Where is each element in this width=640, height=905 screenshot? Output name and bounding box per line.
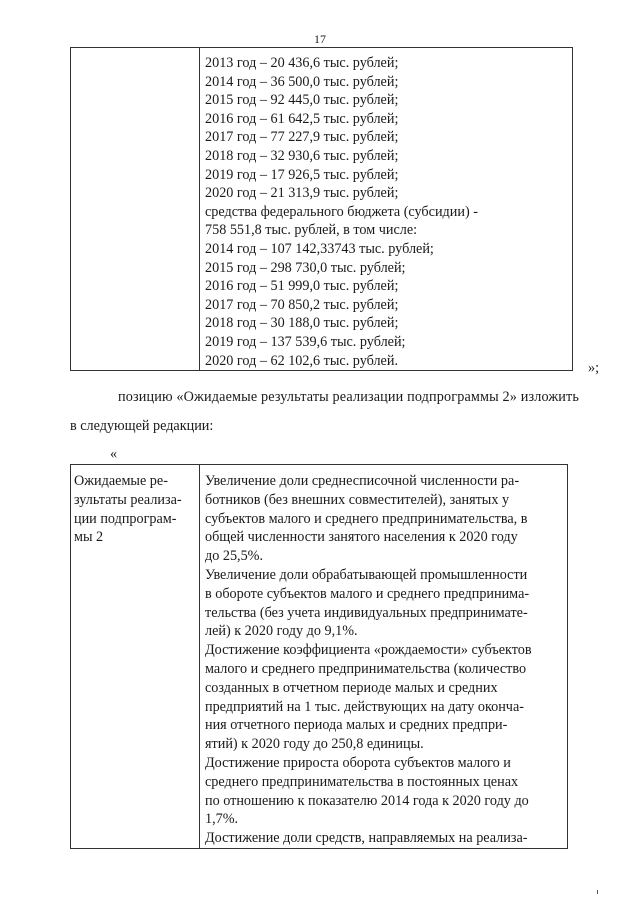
expected-results-table: [70, 464, 568, 849]
result-line: созданных в отчетном периоде малых и средних: [205, 679, 498, 696]
result-line: до 25,5%.: [205, 548, 264, 565]
result-line: среднего предпринимательства в постоянных ценах: [205, 773, 519, 790]
funding-line: 2018 год – 32 930,6 тыс. рублей;: [205, 147, 399, 164]
funding-line: 2020 год – 21 313,9 тыс. рублей;: [205, 185, 399, 202]
result-line: Достижение прироста оборота субъектов малого и: [205, 754, 511, 771]
empty-label-cell: [71, 48, 200, 371]
result-line: лей) к 2020 году до 9,1%.: [205, 623, 358, 640]
funding-line: 2016 год – 51 999,0 тыс. рублей;: [205, 278, 399, 295]
result-line: ятий) к 2020 году до 250,8 единицы.: [205, 736, 424, 753]
label-line: мы 2: [74, 529, 104, 546]
result-line: по отношению к показателю 2014 года к 2020 году до: [205, 792, 529, 809]
result-line: 1,7%.: [205, 811, 239, 828]
closing-quote: »;: [588, 360, 600, 376]
result-line: ния отчетного периода малых и средних предпри-: [205, 717, 508, 734]
table-row: [71, 48, 573, 371]
funding-line: 2015 год – 298 730,0 тыс. рублей;: [205, 259, 406, 276]
funding-line: 758 551,8 тыс. рублей, в том числе:: [205, 222, 418, 239]
paragraph-line-1: позицию «Ожидаемые результаты реализации подпрограммы 2» изложить: [118, 389, 580, 405]
label-line: Ожидаемые ре-: [74, 473, 168, 489]
result-line: тельства (без учета индивидуальных предпринимате-: [205, 604, 528, 621]
funding-line: средства федерального бюджета (субсидии) -: [205, 203, 478, 220]
result-line: предприятий на 1 тыс. действующих на дату оконча-: [205, 698, 524, 715]
scan-mark: [597, 890, 598, 894]
result-line: Увеличение доли обрабатывающей промышленности: [205, 566, 528, 583]
label-cell: [71, 465, 200, 849]
result-line: Увеличение доли среднесписочной численности ра-: [205, 473, 520, 489]
funding-line: 2019 год – 137 539,6 тыс. рублей;: [205, 333, 406, 350]
results-cell: [200, 465, 568, 849]
funding-line: 2014 год – 36 500,0 тыс. рублей;: [205, 73, 399, 90]
funding-values-cell: [200, 48, 573, 371]
paragraph-line-2: в следующей редакции:: [70, 418, 214, 434]
page-number: 17: [314, 32, 326, 46]
funding-line: 2017 год – 70 850,2 тыс. рублей;: [205, 296, 399, 313]
funding-line: 2019 год – 17 926,5 тыс. рублей;: [205, 166, 399, 183]
result-line: малого и среднего предпринимательства (количество: [205, 660, 527, 677]
funding-line: 2017 год – 77 227,9 тыс. рублей;: [205, 129, 399, 146]
result-line: в обороте субъектов малого и среднего предпринима-: [205, 585, 530, 602]
result-line: общей численности занятого населения к 2020 году: [205, 529, 518, 546]
funding-line: 2020 год – 62 102,6 тыс. рублей.: [205, 352, 398, 369]
label-line: ции подпрограм-: [74, 510, 177, 527]
table-row: [71, 465, 568, 849]
funding-line: 2013 год – 20 436,6 тыс. рублей;: [205, 55, 399, 71]
funding-line: 2014 год – 107 142,33743 тыс. рублей;: [205, 240, 434, 257]
result-line: Достижение коэффициента «рождаемости» субъектов: [205, 642, 532, 659]
funding-line: 2018 год – 30 188,0 тыс. рублей;: [205, 315, 399, 332]
label-line: зультаты реализа-: [74, 491, 182, 508]
opening-quote: «: [110, 446, 118, 462]
funding-line: 2015 год – 92 445,0 тыс. рублей;: [205, 92, 399, 109]
result-line: Достижение доли средств, направляемых на реализа-: [205, 830, 528, 847]
result-line: ботников (без внешних совместителей), занятых у: [205, 491, 510, 508]
funding-line: 2016 год – 61 642,5 тыс. рублей;: [205, 110, 399, 127]
result-line: субъектов малого и среднего предпринимательства, в: [205, 510, 528, 527]
funding-table: [70, 47, 573, 371]
